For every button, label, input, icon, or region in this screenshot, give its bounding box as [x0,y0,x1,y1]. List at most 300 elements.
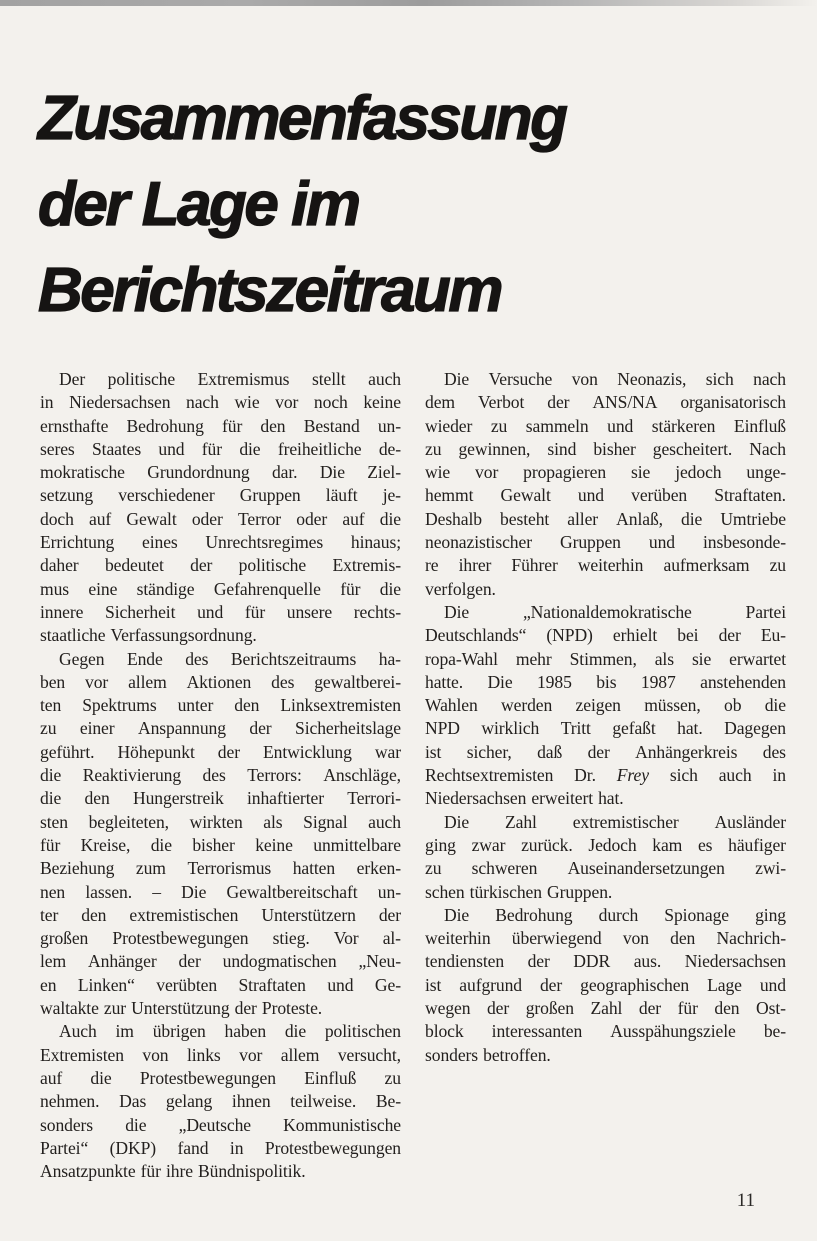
page-title-line: der Lage im [38,170,359,239]
text-line [40,1020,401,1043]
word: Aktionen [186,671,252,692]
word: dem [425,392,455,413]
word: Ausländer [714,811,786,832]
word: Anhängerkreis [635,741,738,762]
word: un- [377,415,401,436]
word: begleiteten, [88,811,169,832]
word: Höhepunkt [117,741,195,762]
word: unter [177,695,214,716]
text-line [425,391,786,414]
word: übrigen [152,1021,206,1042]
word: nach [753,369,786,389]
word: ropa-Wahl [425,648,498,669]
right-column [425,368,786,1183]
text-line [40,601,401,624]
word: Terror [237,508,282,529]
page-title-line: Berichtszeitraum [38,256,502,325]
word: der [718,625,741,646]
word: auch [368,811,401,832]
word: tendiensten [425,951,505,972]
word: wirkten [189,811,243,832]
word: undogmatischen [222,951,337,972]
page-number: 11 [736,1190,755,1211]
word: Terrori- [347,788,401,809]
word: sie [631,462,651,483]
text-line [425,1020,786,1043]
word: den [670,928,696,949]
word: weiterhin [577,555,644,576]
word: Stimmen, [569,648,637,669]
word: sind [547,438,577,459]
word: geographischen [580,974,690,995]
word: Rechtsextremisten [425,765,554,786]
word: den [260,415,286,436]
word: Reaktivierung [82,765,182,786]
word: Zahl [504,811,537,832]
word: innere [40,601,84,622]
word: sicher, [466,741,512,762]
word: Einfluß [304,1067,357,1088]
word: sich [669,765,698,786]
word: aller [567,508,599,529]
word: der [527,951,550,972]
word: „Nationaldemokratische [522,601,692,622]
word: links [186,1044,221,1065]
word: stärkeren [651,415,716,436]
word: zu [425,438,442,459]
word: hat. [677,718,703,739]
word: verfolgen. [425,578,496,599]
word: extremistischen [129,904,239,925]
word: auch [718,765,752,786]
word: Anspannung [137,718,226,739]
word: Verbot [477,392,525,413]
text-line [425,648,786,671]
word: mus [40,578,70,599]
word: Deshalb [425,508,482,529]
word: werden [501,695,553,716]
word: ging [755,904,786,925]
word: erweitert [531,788,594,809]
text-line [40,648,401,671]
word: und [327,974,354,995]
word: Die [319,462,345,483]
word: Nachrich- [716,928,786,949]
text-line [40,484,401,507]
word: als [654,648,674,669]
word: keine [363,392,401,413]
word: nen [40,881,66,902]
word: lassen. [85,881,133,902]
word: der [539,974,563,995]
text-line [40,950,401,973]
word: Wahlen [425,695,478,716]
word: in [229,1137,244,1158]
word: als [263,811,283,832]
word: – [152,881,161,902]
word: Signal [303,811,348,832]
word: Die [444,811,470,832]
word: Verfassungsordnung. [110,625,257,646]
paragraph [425,904,786,1067]
word: bisher [192,834,235,855]
word: die [379,508,401,529]
word: der [178,951,201,972]
word: Tritt [560,718,591,739]
word: Die [444,369,470,389]
word: hatte. [425,671,463,692]
word: waltakte [40,998,99,1019]
word: dar. [271,462,298,483]
word: 1987 [640,671,676,692]
text-line [425,834,786,857]
text-line [425,438,786,461]
word: gefaßt [612,718,656,739]
body-columns [40,368,786,1183]
word: erwartet [729,648,786,669]
word: je- [382,485,401,506]
text-line [40,671,401,694]
word: einer [79,718,115,739]
word: rechts- [353,601,401,622]
word: extremistischer [572,811,679,832]
word: großen [525,998,574,1019]
word: Terrorismus [187,858,272,879]
word: zu [425,858,442,879]
word: Grundordnung [147,462,250,483]
text-line [40,974,401,997]
word: gelang [165,1091,213,1112]
word: oder [191,508,223,529]
word: „Deutsche [178,1114,251,1135]
word: Auch [59,1021,97,1042]
word: und [158,438,185,459]
text-line [40,717,401,740]
word: den [234,695,260,716]
word: vor [239,1044,263,1065]
word: Die [444,601,470,622]
word: Gegen [59,648,105,669]
word: die [284,1021,307,1042]
text-line [40,508,401,531]
text-line [40,1067,401,1090]
word: Deutschlands“ [425,625,527,646]
text-line [425,694,786,717]
word: en [40,974,57,995]
text-line [425,415,786,438]
word: hatten [292,858,336,879]
word: Errichtung [40,532,115,553]
word: bedeutet [104,555,164,576]
word: Bestand [303,415,360,436]
word: „Neu- [358,951,401,972]
text-line [425,461,786,484]
word: Linksextremisten [280,695,401,716]
word: Gewalt [500,485,551,506]
word: setzung [40,485,94,506]
word: des [271,671,295,692]
word: für [140,1161,161,1182]
word: sonders [40,1114,94,1135]
word: anstehenden [700,671,786,692]
word: der [249,718,272,739]
word: teilweise. [290,1091,357,1112]
word: die [764,695,786,716]
text-line [40,927,401,950]
word: Proteste. [261,998,323,1019]
scan-edge-bar [0,0,817,6]
word: türkischen [469,881,542,902]
word: in [40,392,54,413]
word: ha- [378,648,401,669]
word: ist [425,741,442,762]
text-line [425,811,786,834]
word: der [190,555,213,576]
word: noch [313,392,348,413]
word: der [638,998,662,1019]
word: wie [425,462,451,483]
word: Ansatzpunkte [40,1161,136,1182]
word: aufmerksam [663,555,750,576]
word: Nach [749,438,786,459]
word: wie [234,392,260,413]
word: lem [40,951,67,972]
word: Linken“ [77,974,135,995]
word: häufiger [728,834,786,855]
word: ständige [136,578,195,599]
word: durch [598,904,639,925]
word: ter [40,904,59,925]
word: auch [368,369,401,389]
word: Führer [511,555,558,576]
word: gewinnen, [458,438,531,459]
word: unmittelbare [313,834,401,855]
word: 1985 [536,671,572,692]
word: versucht, [337,1044,401,1065]
word: von [571,369,598,389]
word: hat. [598,788,624,809]
text-line [425,881,786,904]
text-line [425,787,786,810]
word: auf [89,508,112,529]
word: nach [186,392,219,413]
word: Umtriebe [720,508,786,529]
paragraph [40,648,401,1021]
word: ten [40,695,62,716]
word: die [90,1067,112,1088]
text-line [425,950,786,973]
word: Unterstützung [131,998,230,1019]
text-line [40,624,401,647]
word: die [239,438,261,459]
word: Einfluß [733,415,786,436]
word: bisher [593,438,636,459]
word: Die [487,671,513,692]
word: erhielt [612,625,658,646]
left-column [40,368,401,1183]
text-line [40,368,401,391]
text-line [40,461,401,484]
word: inhaftierter [247,788,324,809]
word: al- [382,928,401,949]
word: politische [238,555,307,576]
word: be- [763,1021,786,1042]
word: Ost- [756,998,786,1019]
word: war [374,741,401,762]
text-line [425,508,786,531]
word: Protestbewegungen [112,928,249,949]
word: eine [88,578,118,599]
word: Der [59,369,86,389]
word: sie [691,648,712,669]
word: Bedrohung [495,904,573,925]
word: Die [181,881,207,902]
word: Entwicklung [263,741,352,762]
word: ben [40,671,66,692]
text-line [40,1114,401,1137]
page-title-line: Zusammenfassung [38,84,566,153]
word: weiterhin [425,928,491,949]
word: eines [142,532,178,553]
word: Protestbewegungen [139,1067,276,1088]
word: verschiedener [118,485,215,506]
word: sammeln [525,415,589,436]
word: Straftaten [238,974,306,995]
word: Gefahrenquelle [213,578,321,599]
word: es [697,834,713,855]
word: Staates [91,438,142,459]
text-line [40,1090,401,1113]
word: Partei [745,601,786,622]
word: und [577,485,604,506]
paragraph [40,1020,401,1183]
word: mehr [515,648,552,669]
word: für [244,601,266,622]
word: der [486,998,510,1019]
word: jedoch [675,462,722,483]
text-line [40,531,401,554]
text-line [40,554,401,577]
text-line [425,857,786,880]
word: aus. [633,951,662,972]
word: NPD [425,718,460,739]
word: Hungerstreik [133,788,224,809]
word: im [115,1021,134,1042]
word: stellt [311,369,346,389]
word: Terrors: [247,765,302,786]
word: DDR [573,951,611,972]
word: nehmen. [40,1091,100,1112]
word: verübten [156,974,218,995]
word: Dr. [574,765,596,786]
word: bei [677,625,699,646]
word: Partei“ [40,1137,89,1158]
text-line [425,717,786,740]
word: müssen, [644,695,701,716]
word: sich [705,369,734,389]
text-line [425,578,786,601]
word: Das [119,1091,147,1112]
word: für [201,438,223,459]
word: seres [40,438,75,459]
text-line [425,927,786,950]
word: der [547,392,570,413]
word: ernsthafte [40,415,109,436]
word: wirklich [481,718,540,739]
word: allem [128,671,167,692]
word: daher [40,555,79,576]
word: erken- [356,858,401,879]
word: doch [40,508,74,529]
word: wegen [425,998,471,1019]
word: zum [135,858,166,879]
text-line [425,624,786,647]
word: Berichtszeitraums [230,648,357,669]
word: Gruppen. [547,881,613,902]
word: ist [425,974,442,995]
word: Anlaß, [616,508,663,529]
word: Vor [333,928,359,949]
text-line [40,694,401,717]
text-line [40,764,401,787]
word: organisatorisch [680,392,786,413]
text-line [425,368,786,391]
word: vor [475,462,499,483]
word: Bündnispolitik. [198,1161,306,1182]
word: Kommunistische [283,1114,401,1135]
word: die [150,834,172,855]
word: kam [652,834,683,855]
word: Niedersachsen [69,392,171,413]
text-line [40,391,401,414]
word: den [714,998,740,1019]
text-line [40,857,401,880]
text-line [40,1044,401,1067]
word: unge- [746,462,786,483]
word: Dagegen [724,718,786,739]
word: ob [724,695,742,716]
word: und [648,532,675,553]
word: zwi- [755,858,786,879]
word: schweren [471,858,538,879]
word: (NPD) [546,625,593,646]
text-line [40,741,401,764]
text-line [425,1044,786,1067]
text-line [425,904,786,927]
word: Protestbewegungen [264,1137,401,1158]
word: besteht [500,508,550,529]
text-line [40,997,401,1020]
word: Gruppen [239,485,301,506]
paragraph [40,368,401,648]
word: zu [490,415,508,436]
word: Be- [375,1091,401,1112]
word: hinaus; [350,532,401,553]
word: mokratische [40,462,125,483]
text-line [425,531,786,554]
paragraph [425,368,786,601]
word: geführt. [40,741,95,762]
word: die [125,1114,147,1135]
word: läuft [325,485,358,506]
word: staatliche [40,625,106,646]
word: großen [40,928,89,949]
word: wieder [425,415,473,436]
word: des [202,765,226,786]
word: der [378,904,401,925]
word: des [762,741,786,762]
word: daß [537,741,563,762]
